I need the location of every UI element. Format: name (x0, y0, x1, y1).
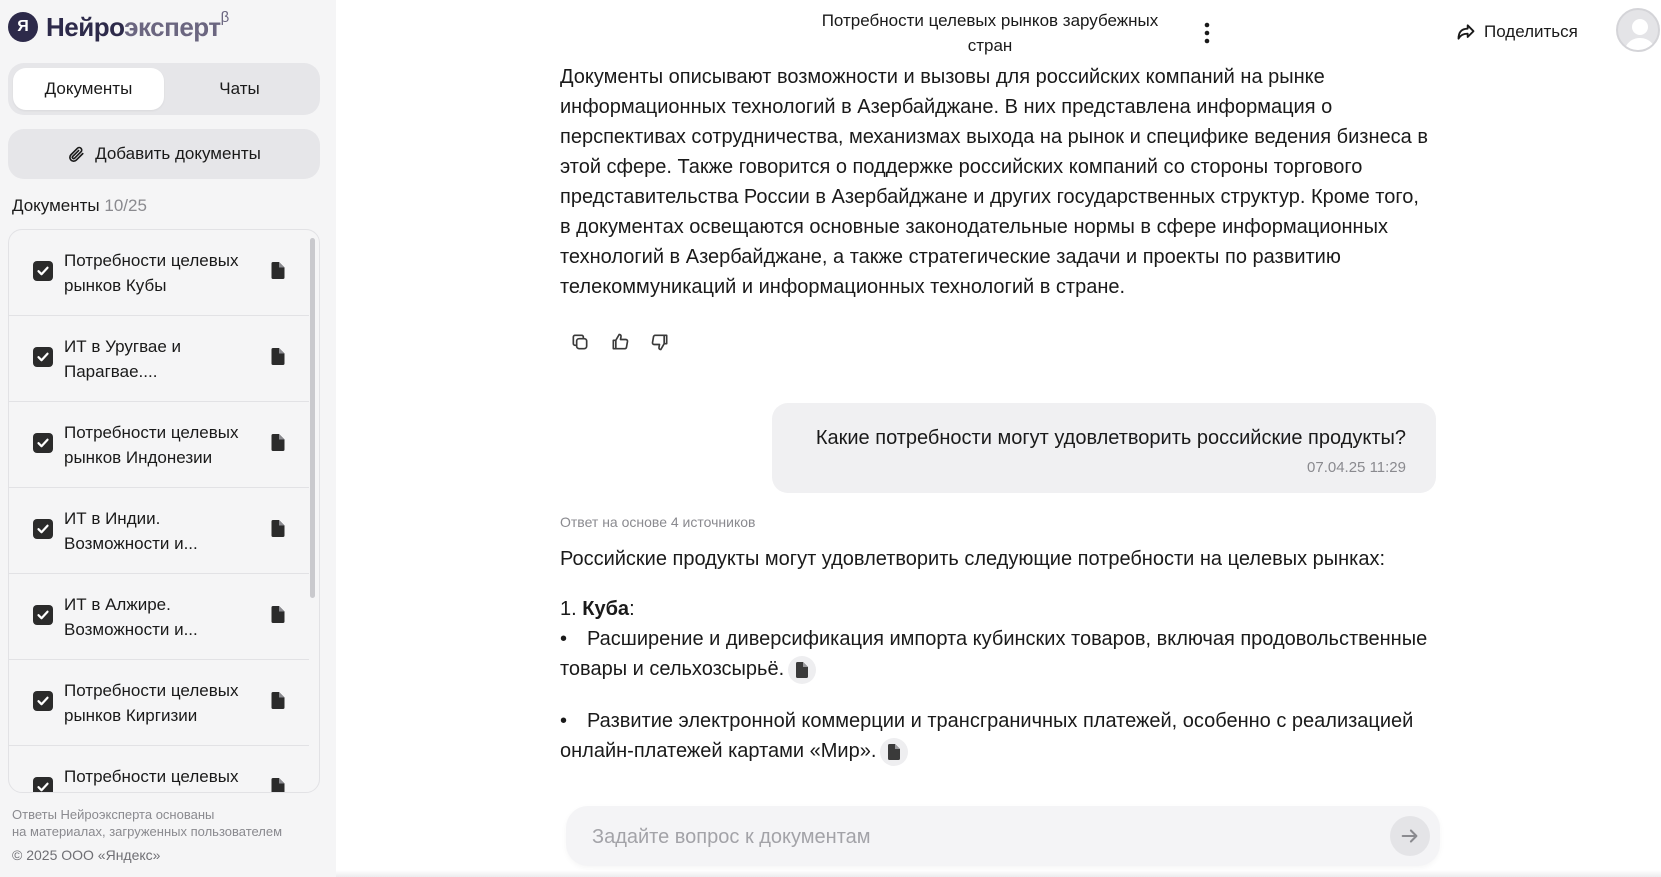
chat-title: Потребности целевых рынков зарубежных стран (821, 11, 1159, 55)
tab-documents[interactable]: Документы (13, 68, 164, 110)
file-icon[interactable] (271, 520, 285, 542)
yandex-ya-icon: Я (8, 12, 38, 42)
document-list (8, 229, 320, 793)
document-item[interactable] (9, 488, 309, 574)
user-question: Какие потребности могут удовлетворить российские продукты? (815, 427, 1406, 449)
summary-text: Документы описывают возможности и вызовы для российских компаний на рынке информационных технологий в Азербайджане. В них представлена информация о перспективах сотрудничества, механизмах выхода на рынок и специфике ведения бизнеса в этой сфере. Также говорится о поддержке российских компаний со стороны торгового представительства России в Азербайджане и других государственных структур. Кроме того, в документах освещаются основные законодательные нормы в сфере информационных технологий в Азербайджане, а также стратегические задачи и проекты по развитию телекоммуникаций и информационных технологий в стране. (560, 66, 1428, 298)
checkbox-checked-icon[interactable] (33, 519, 53, 539)
checkbox-checked-icon[interactable] (33, 347, 53, 367)
thumbs-up-icon[interactable] (608, 330, 632, 354)
document-item[interactable] (9, 574, 309, 660)
checkbox-checked-icon[interactable] (33, 261, 53, 281)
share-label: Поделиться (1484, 22, 1578, 41)
sources-note[interactable]: Ответ на основе 4 источников (560, 514, 756, 530)
document-item[interactable] (9, 660, 309, 746)
thumbs-down-icon[interactable] (648, 330, 672, 354)
file-icon[interactable] (271, 348, 285, 370)
paperclip-icon (67, 145, 85, 163)
bottom-shadow (336, 870, 1661, 877)
copyright: © 2025 ООО «Яндекс» (12, 847, 161, 863)
message-timestamp: 07.04.25 11:29 (1307, 459, 1406, 476)
arrow-right-icon (1399, 825, 1421, 847)
answer-section-heading: 1. Куба: (560, 598, 635, 620)
add-documents-label: Добавить документы (95, 144, 261, 163)
file-icon[interactable] (271, 778, 285, 793)
checkbox-checked-icon[interactable] (33, 605, 53, 625)
file-icon[interactable] (271, 692, 285, 714)
add-documents-button[interactable] (8, 129, 320, 179)
share-button[interactable] (1456, 22, 1578, 42)
document-title: ИТ в Алжире. Возможности и... (64, 595, 198, 639)
question-input[interactable] (590, 806, 1354, 868)
documents-count: 10/25 (104, 196, 147, 215)
document-title: Потребности целевых рынков Индонезии (64, 423, 239, 467)
document-title: Потребности целевых рынков Кубы (64, 251, 239, 295)
sidebar-tabs (8, 63, 320, 115)
avatar[interactable] (1616, 8, 1660, 52)
list-item: • Развитие электронной коммерции и трансграничных платежей, особенно с реализацией онлайн-платежей картами «Мир». (560, 706, 1440, 766)
logo[interactable] (8, 10, 229, 44)
question-composer (566, 806, 1440, 866)
documents-heading: Документы 10/25 (12, 196, 147, 215)
checkbox-checked-icon[interactable] (33, 777, 53, 793)
document-item[interactable] (9, 230, 309, 316)
file-icon[interactable] (271, 434, 285, 456)
checkbox-checked-icon[interactable] (33, 691, 53, 711)
document-item[interactable] (9, 746, 309, 793)
brand-name: Нейроэксперт$^\beta$ (46, 8, 229, 42)
disclaimer: Ответы Нейроэксперта основаны на материалах, загруженных пользователем (12, 807, 283, 839)
kebab-menu-icon[interactable] (1204, 22, 1210, 49)
sidebar (0, 0, 336, 877)
send-button[interactable] (1390, 816, 1430, 856)
answer-intro: Российские продукты могут удовлетворить следующие потребности на целевых рынках: (560, 548, 1386, 570)
scrollbar[interactable] (310, 238, 315, 598)
file-icon[interactable] (271, 606, 285, 628)
document-item[interactable] (9, 316, 309, 402)
document-title: Потребности целевых (64, 767, 239, 786)
document-title: Потребности целевых рынков Киргизии (64, 681, 239, 725)
tab-chats[interactable]: Чаты (219, 79, 260, 98)
list-item: • Расширение и диверсификация импорта кубинских товаров, включая продовольственные товары и сельхозсырьё. (560, 624, 1440, 684)
source-file-icon[interactable] (880, 738, 908, 766)
source-file-icon[interactable] (788, 656, 816, 684)
file-icon[interactable] (271, 262, 285, 284)
message-actions (568, 330, 672, 354)
document-item[interactable] (9, 402, 309, 488)
share-arrow-icon (1456, 22, 1476, 42)
document-title: ИТ в Уругвае и Парагвае.... (64, 337, 182, 381)
assistant-message (560, 62, 1435, 302)
checkbox-checked-icon[interactable] (33, 433, 53, 453)
document-title: ИТ в Индии. Возможности и... (64, 509, 198, 553)
user-message (772, 403, 1436, 493)
copy-icon[interactable] (568, 330, 592, 354)
